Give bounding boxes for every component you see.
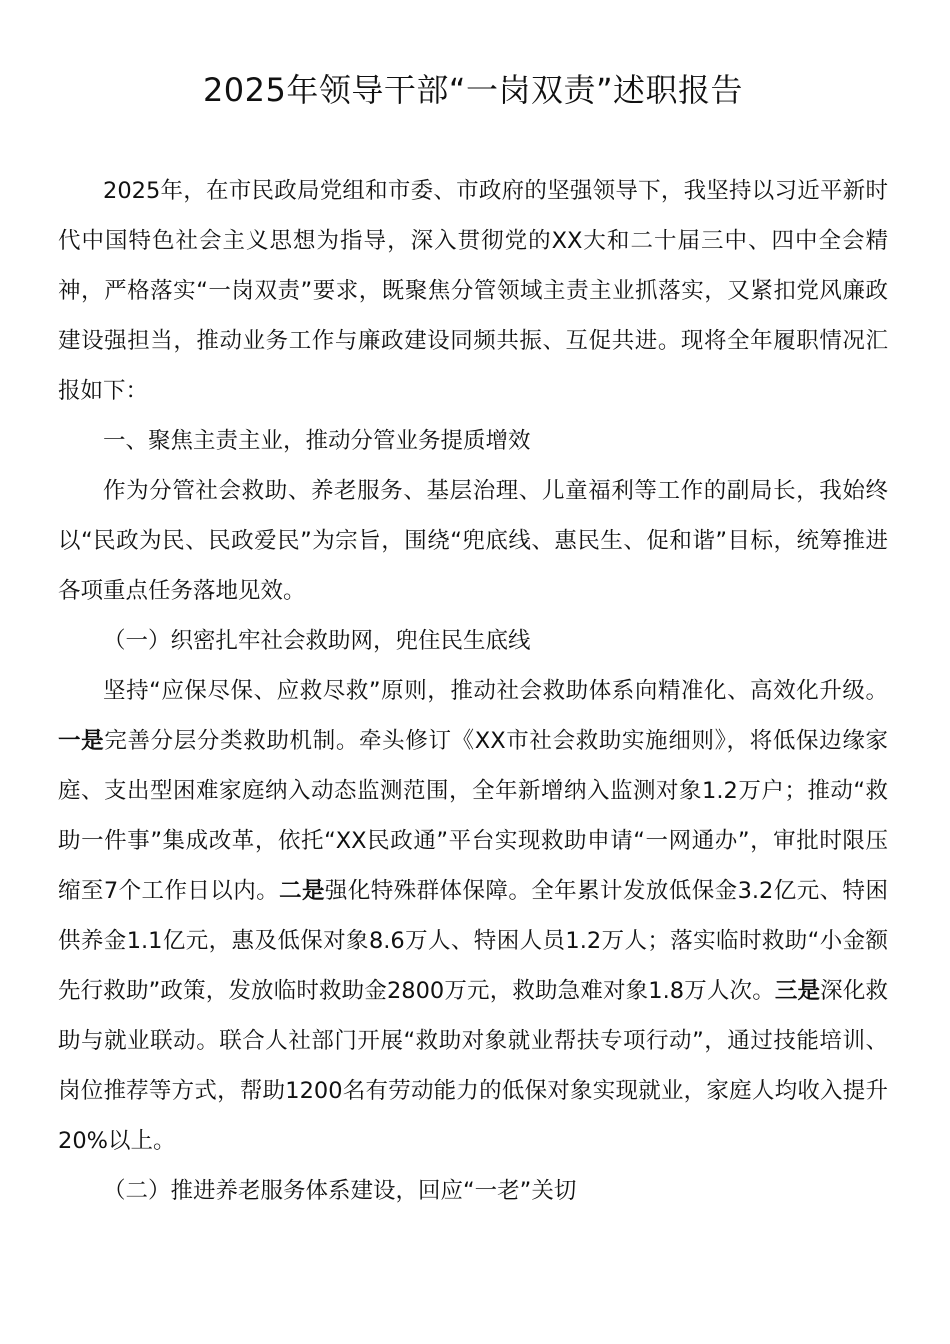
- point-text-2: 强化特殊群体保障。全年累计发放低保金3.2亿元、特困供养金1.1亿元，惠及低保对象8.6万人、特困人员1.2万人；落实临时救助“小金额先行救助”政策，发放临时救助金2800万元，救助急难对象1.8万人次。: [58, 878, 888, 1004]
- intro-paragraph: 2025年，在市民政局党组和市委、市政府的坚强领导下，我坚持以习近平新时代中国特色社会主义思想为指导，深入贯彻党的XX大和二十届三中、四中全会精神，严格落实“一岗双责”要求，既聚焦分管领域主责主业抓落实，又紧扣党风廉政建设强担当，推动业务工作与廉政建设同频共振、互促共进。现将全年履职情况汇报如下：: [58, 178, 888, 404]
- page-title: 2025年领导干部“一岗双责”述职报告: [202, 71, 744, 109]
- section-1-paragraph: 作为分管社会救助、养老服务、基层治理、儿童福利等工作的副局长，我始终以“民政为民、民政爱民”为宗旨，围绕“兜底线、惠民生、促和谐”目标，统筹推进各项重点任务落地见效。: [58, 478, 888, 604]
- subsection-heading-1: （一）织密扎牢社会救助网，兜住民生底线: [103, 628, 531, 654]
- subsection-heading-2: （二）推进养老服务体系建设，回应“一老”关切: [103, 1178, 577, 1204]
- document-body: [58, 166, 888, 1216]
- point-text-1: 完善分层分类救助机制。牵头修订《XX市社会救助实施细则》，将低保边缘家庭、支出型困难家庭纳入动态监测范围，全年新增纳入监测对象1.2万户；推动“救助一件事”集成改革，依托“XX民政通”平台实现救助申请“一网通办”，审批时限压缩至7个工作日以内。: [58, 728, 888, 904]
- point-marker-2: 二是: [279, 878, 325, 904]
- subsection-1-lead: 坚持“应保尽保、应救尽救”原则，推动社会救助体系向精准化、高效化升级。: [103, 678, 888, 704]
- point-marker-1: 一是: [58, 728, 105, 754]
- point-marker-3: 三是: [774, 978, 821, 1004]
- point-text-3: 深化救助与就业联动。联合人社部门开展“救助对象就业帮扶专项行动”，通过技能培训、岗位推荐等方式，帮助1200名有劳动能力的低保对象实现就业，家庭人均收入提升20%以上。: [58, 978, 888, 1154]
- subsection-1-paragraph: [58, 666, 888, 1166]
- section-heading-1: 一、聚焦主责主业，推动分管业务提质增效: [103, 428, 531, 454]
